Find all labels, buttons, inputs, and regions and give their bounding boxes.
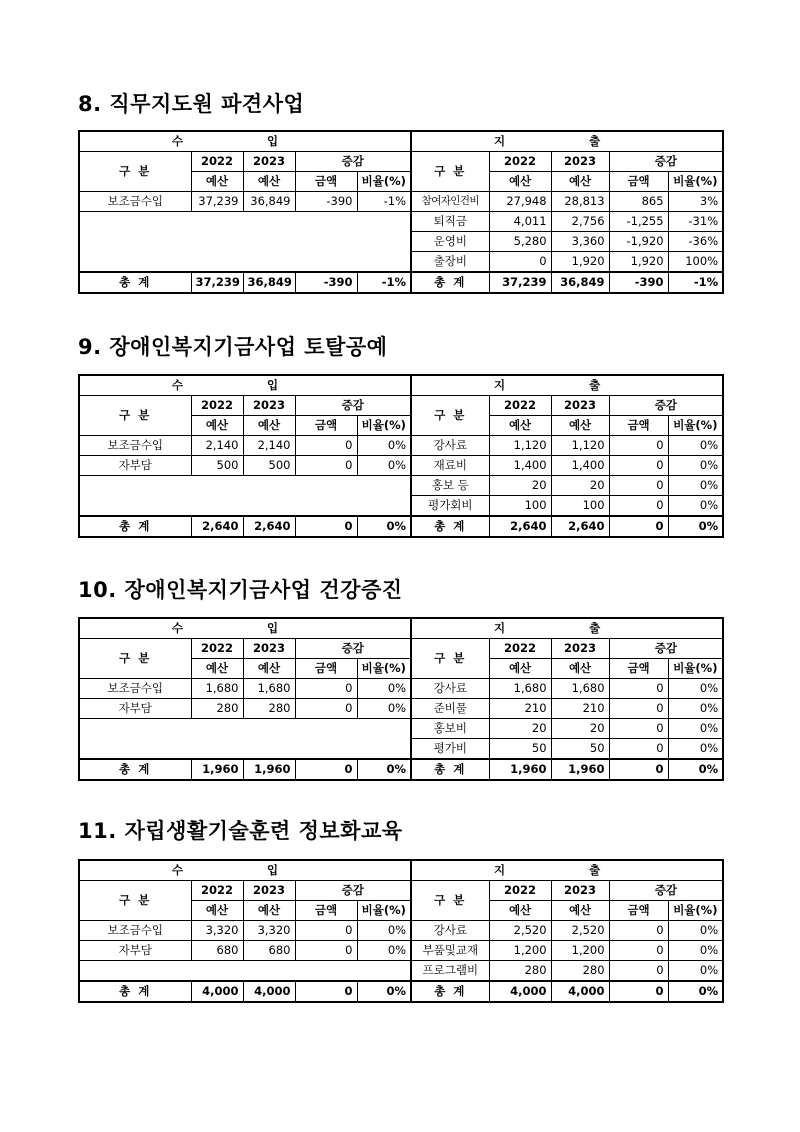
budget-header: 예산 (243, 659, 295, 679)
budget-header: 예산 (191, 416, 243, 436)
section-9 (78, 331, 722, 533)
table-row (79, 436, 723, 456)
expense-2022: 4,011 (489, 212, 551, 232)
section-title: 10. 장애인복지기금사업 건강증진 (78, 578, 403, 602)
expense-label: 홍보비 (411, 719, 489, 739)
budget-header: 예산 (551, 172, 609, 192)
budget-header: 예산 (489, 416, 551, 436)
empty-income-area (79, 476, 411, 517)
expense-2022: 210 (489, 699, 551, 719)
income-2022: 280 (191, 699, 243, 719)
header-row (79, 618, 723, 639)
total-income-y2023: 2,640 (243, 516, 295, 537)
table-row (79, 212, 723, 232)
expense-change-amount: 1,920 (609, 252, 668, 273)
expense-2023: 1,920 (551, 252, 609, 273)
total-expense-y2022: 4,000 (489, 981, 551, 1002)
total-label: 총 계 (411, 272, 489, 293)
expense-2022: 5,280 (489, 232, 551, 252)
income-header: 수 입 (79, 131, 411, 152)
income-change-ratio: 0% (357, 436, 411, 456)
total-income-ratio: 0% (357, 516, 411, 537)
change-header: 증감 (295, 396, 411, 416)
budget-header: 예산 (489, 659, 551, 679)
total-label: 총 계 (411, 516, 489, 537)
amount-header: 금액 (609, 172, 668, 192)
total-row (79, 981, 723, 1002)
total-expense-ratio: -1% (668, 272, 723, 293)
budget-header: 예산 (551, 659, 609, 679)
expense-label: 강사료 (411, 921, 489, 941)
section-title: 8. 직무지도원 파견사업 (78, 92, 305, 116)
expense-2022: 2,520 (489, 921, 551, 941)
income-change-amount: 0 (295, 436, 357, 456)
expense-2023: 210 (551, 699, 609, 719)
budget-table (78, 617, 724, 781)
year-2023-header: 2023 (243, 396, 295, 416)
total-income-amount: 0 (295, 759, 357, 780)
total-expense-y2022: 2,640 (489, 516, 551, 537)
expense-label: 평가회비 (411, 496, 489, 517)
budget-header: 예산 (243, 172, 295, 192)
income-change-ratio: 0% (357, 941, 411, 961)
header-row (79, 375, 723, 396)
total-expense-y2022: 1,960 (489, 759, 551, 780)
expense-2022: 1,200 (489, 941, 551, 961)
income-2023: 280 (243, 699, 295, 719)
year-2023-header: 2023 (243, 152, 295, 172)
income-label: 자부담 (79, 941, 191, 961)
category-header: 구 분 (411, 639, 489, 679)
total-expense-ratio: 0% (668, 516, 723, 537)
year-2022-header: 2022 (191, 639, 243, 659)
expense-label: 운영비 (411, 232, 489, 252)
expense-change-amount: 0 (609, 719, 668, 739)
income-change-ratio: 0% (357, 921, 411, 941)
year-2023-header: 2023 (551, 881, 609, 901)
amount-header: 금액 (295, 172, 357, 192)
expense-change-amount: 0 (609, 699, 668, 719)
year-2022-header: 2022 (489, 396, 551, 416)
year-2022-header: 2022 (191, 152, 243, 172)
expense-change-ratio: 3% (668, 192, 723, 212)
expense-2023: 1,120 (551, 436, 609, 456)
category-header: 구 분 (411, 152, 489, 192)
income-change-amount: 0 (295, 679, 357, 699)
expense-label: 프로그램비 (411, 961, 489, 982)
change-header: 증감 (295, 639, 411, 659)
year-2022-header: 2022 (489, 639, 551, 659)
year-2023-header: 2023 (551, 396, 609, 416)
expense-change-ratio: -36% (668, 232, 723, 252)
expense-change-amount: -1,920 (609, 232, 668, 252)
expense-change-amount: 0 (609, 921, 668, 941)
income-2023: 36,849 (243, 192, 295, 212)
total-row (79, 516, 723, 537)
empty-income-area (79, 719, 411, 760)
expense-2023: 28,813 (551, 192, 609, 212)
income-change-ratio: 0% (357, 699, 411, 719)
expense-header: 지 출 (411, 860, 723, 881)
expense-change-ratio: -31% (668, 212, 723, 232)
amount-header: 금액 (295, 416, 357, 436)
total-label: 총 계 (79, 516, 191, 537)
income-label: 자부담 (79, 699, 191, 719)
expense-label: 평가비 (411, 739, 489, 760)
section-8 (78, 88, 722, 289)
income-2023: 1,680 (243, 679, 295, 699)
expense-2022: 1,680 (489, 679, 551, 699)
year-2022-header: 2022 (489, 881, 551, 901)
expense-change-amount: 0 (609, 476, 668, 496)
expense-header: 지 출 (411, 618, 723, 639)
change-header: 증감 (609, 396, 723, 416)
change-header: 증감 (609, 639, 723, 659)
income-2023: 500 (243, 456, 295, 476)
budget-header: 예산 (551, 901, 609, 921)
budget-header: 예산 (191, 172, 243, 192)
expense-2022: 1,400 (489, 456, 551, 476)
year-2023-header: 2023 (243, 881, 295, 901)
expense-2022: 20 (489, 719, 551, 739)
expense-header: 지 출 (411, 375, 723, 396)
category-header: 구 분 (79, 152, 191, 192)
expense-label: 퇴직금 (411, 212, 489, 232)
expense-label: 준비물 (411, 699, 489, 719)
expense-label: 재료비 (411, 456, 489, 476)
total-income-y2022: 4,000 (191, 981, 243, 1002)
budget-table (78, 374, 724, 538)
expense-2023: 20 (551, 476, 609, 496)
total-expense-y2023: 1,960 (551, 759, 609, 780)
table-row (79, 456, 723, 476)
total-expense-y2022: 37,239 (489, 272, 551, 293)
amount-header: 금액 (295, 659, 357, 679)
year-2023-header: 2023 (551, 639, 609, 659)
expense-label: 강사료 (411, 436, 489, 456)
total-income-y2023: 4,000 (243, 981, 295, 1002)
change-header: 증감 (295, 152, 411, 172)
expense-change-amount: 0 (609, 961, 668, 982)
expense-2023: 20 (551, 719, 609, 739)
income-2023: 3,320 (243, 921, 295, 941)
ratio-header: 비율(%) (357, 659, 411, 679)
budget-table (78, 859, 724, 1003)
total-expense-y2023: 2,640 (551, 516, 609, 537)
budget-header: 예산 (489, 901, 551, 921)
expense-2023: 1,400 (551, 456, 609, 476)
total-expense-amount: 0 (609, 516, 668, 537)
total-expense-amount: 0 (609, 759, 668, 780)
income-2022: 500 (191, 456, 243, 476)
header-row (79, 639, 723, 659)
expense-label: 강사료 (411, 679, 489, 699)
category-header: 구 분 (79, 881, 191, 921)
year-2023-header: 2023 (551, 152, 609, 172)
total-row (79, 759, 723, 780)
empty-income-area (79, 961, 411, 982)
empty-income-area (79, 212, 411, 273)
total-row (79, 272, 723, 293)
change-header: 증감 (609, 152, 723, 172)
total-income-y2022: 1,960 (191, 759, 243, 780)
expense-label: 출장비 (411, 252, 489, 273)
expense-change-amount: 0 (609, 496, 668, 517)
expense-change-ratio: 0% (668, 961, 723, 982)
table-row (79, 476, 723, 496)
expense-2023: 2,520 (551, 921, 609, 941)
ratio-header: 비율(%) (668, 901, 723, 921)
expense-change-ratio: 0% (668, 941, 723, 961)
header-row (79, 396, 723, 416)
total-income-ratio: 0% (357, 759, 411, 780)
expense-change-amount: -1,255 (609, 212, 668, 232)
header-row (79, 131, 723, 152)
income-2023: 2,140 (243, 436, 295, 456)
header-row (79, 881, 723, 901)
income-change-amount: 0 (295, 456, 357, 476)
expense-change-amount: 0 (609, 456, 668, 476)
table-row (79, 941, 723, 961)
ratio-header: 비율(%) (357, 416, 411, 436)
total-income-amount: 0 (295, 516, 357, 537)
income-2022: 3,320 (191, 921, 243, 941)
total-expense-amount: 0 (609, 981, 668, 1002)
expense-change-ratio: 0% (668, 436, 723, 456)
budget-header: 예산 (551, 416, 609, 436)
expense-2022: 0 (489, 252, 551, 273)
ratio-header: 비율(%) (668, 172, 723, 192)
expense-2023: 50 (551, 739, 609, 760)
total-label: 총 계 (411, 759, 489, 780)
income-change-ratio: 0% (357, 456, 411, 476)
expense-change-ratio: 0% (668, 456, 723, 476)
total-income-y2023: 36,849 (243, 272, 295, 293)
income-change-ratio: -1% (357, 192, 411, 212)
expense-change-amount: 0 (609, 739, 668, 760)
ratio-header: 비율(%) (668, 416, 723, 436)
ratio-header: 비율(%) (357, 172, 411, 192)
total-expense-y2023: 4,000 (551, 981, 609, 1002)
change-header: 증감 (295, 881, 411, 901)
change-header: 증감 (609, 881, 723, 901)
expense-2023: 280 (551, 961, 609, 982)
amount-header: 금액 (609, 659, 668, 679)
section-11 (78, 815, 722, 998)
total-income-amount: 0 (295, 981, 357, 1002)
income-2023: 680 (243, 941, 295, 961)
amount-header: 금액 (609, 416, 668, 436)
expense-change-ratio: 100% (668, 252, 723, 273)
income-2022: 37,239 (191, 192, 243, 212)
ratio-header: 비율(%) (357, 901, 411, 921)
table-row (79, 679, 723, 699)
expense-2022: 100 (489, 496, 551, 517)
income-change-amount: 0 (295, 941, 357, 961)
total-income-ratio: -1% (357, 272, 411, 293)
income-change-amount: 0 (295, 699, 357, 719)
expense-2023: 2,756 (551, 212, 609, 232)
budget-header: 예산 (191, 659, 243, 679)
income-2022: 1,680 (191, 679, 243, 699)
expense-change-ratio: 0% (668, 496, 723, 517)
expense-2022: 27,948 (489, 192, 551, 212)
total-expense-ratio: 0% (668, 981, 723, 1002)
year-2022-header: 2022 (191, 396, 243, 416)
expense-2022: 1,120 (489, 436, 551, 456)
income-label: 보조금수입 (79, 921, 191, 941)
table-row (79, 921, 723, 941)
year-2023-header: 2023 (243, 639, 295, 659)
expense-2023: 100 (551, 496, 609, 517)
income-header: 수 입 (79, 375, 411, 396)
income-header: 수 입 (79, 618, 411, 639)
total-income-y2022: 37,239 (191, 272, 243, 293)
total-expense-ratio: 0% (668, 759, 723, 780)
income-change-amount: 0 (295, 921, 357, 941)
table-row (79, 961, 723, 982)
income-change-amount: -390 (295, 192, 357, 212)
budget-header: 예산 (489, 172, 551, 192)
expense-header: 지 출 (411, 131, 723, 152)
expense-change-ratio: 0% (668, 921, 723, 941)
total-income-amount: -390 (295, 272, 357, 293)
income-label: 보조금수입 (79, 192, 191, 212)
year-2022-header: 2022 (489, 152, 551, 172)
income-label: 보조금수입 (79, 436, 191, 456)
expense-change-ratio: 0% (668, 679, 723, 699)
expense-change-amount: 865 (609, 192, 668, 212)
income-label: 자부담 (79, 456, 191, 476)
expense-2023: 1,680 (551, 679, 609, 699)
expense-2023: 3,360 (551, 232, 609, 252)
expense-label: 홍보 등 (411, 476, 489, 496)
expense-change-ratio: 0% (668, 739, 723, 760)
ratio-header: 비율(%) (668, 659, 723, 679)
year-2022-header: 2022 (191, 881, 243, 901)
income-2022: 2,140 (191, 436, 243, 456)
budget-table (78, 130, 724, 294)
expense-2022: 20 (489, 476, 551, 496)
category-header: 구 분 (79, 396, 191, 436)
total-expense-amount: -390 (609, 272, 668, 293)
expense-change-amount: 0 (609, 436, 668, 456)
total-expense-y2023: 36,849 (551, 272, 609, 293)
income-2022: 680 (191, 941, 243, 961)
table-row (79, 192, 723, 212)
category-header: 구 분 (411, 396, 489, 436)
header-row (79, 860, 723, 881)
header-row (79, 152, 723, 172)
income-change-ratio: 0% (357, 679, 411, 699)
budget-header: 예산 (191, 901, 243, 921)
expense-change-ratio: 0% (668, 719, 723, 739)
expense-label: 참여자인건비 (411, 192, 489, 212)
total-label: 총 계 (79, 759, 191, 780)
category-header: 구 분 (79, 639, 191, 679)
total-income-y2022: 2,640 (191, 516, 243, 537)
budget-header: 예산 (243, 901, 295, 921)
total-label: 총 계 (411, 981, 489, 1002)
total-label: 총 계 (79, 981, 191, 1002)
category-header: 구 분 (411, 881, 489, 921)
table-row (79, 699, 723, 719)
total-income-y2023: 1,960 (243, 759, 295, 780)
expense-2022: 280 (489, 961, 551, 982)
table-row (79, 719, 723, 739)
total-label: 총 계 (79, 272, 191, 293)
expense-change-amount: 0 (609, 941, 668, 961)
amount-header: 금액 (609, 901, 668, 921)
income-header: 수 입 (79, 860, 411, 881)
income-label: 보조금수입 (79, 679, 191, 699)
budget-header: 예산 (243, 416, 295, 436)
expense-2022: 50 (489, 739, 551, 760)
section-title: 11. 자립생활기술훈련 정보화교육 (78, 819, 403, 843)
section-title: 9. 장애인복지기금사업 토탈공예 (78, 335, 388, 359)
expense-2023: 1,200 (551, 941, 609, 961)
expense-label: 부품및교재 (411, 941, 489, 961)
total-income-ratio: 0% (357, 981, 411, 1002)
expense-change-ratio: 0% (668, 476, 723, 496)
expense-change-amount: 0 (609, 679, 668, 699)
section-10 (78, 574, 722, 776)
amount-header: 금액 (295, 901, 357, 921)
expense-change-ratio: 0% (668, 699, 723, 719)
